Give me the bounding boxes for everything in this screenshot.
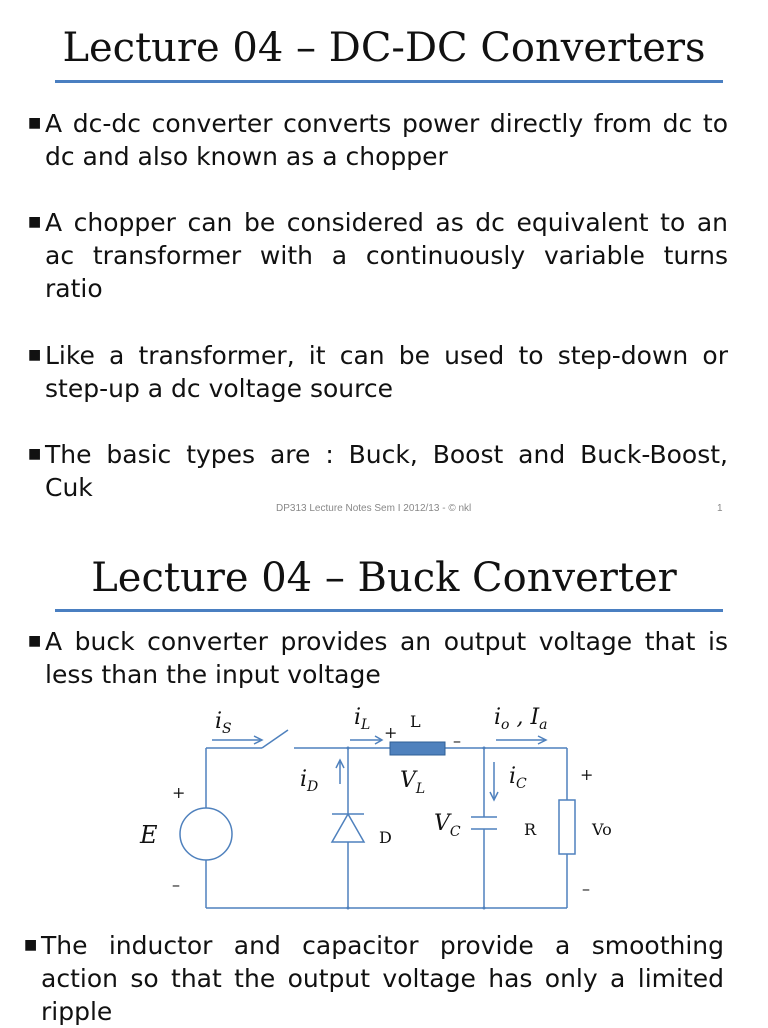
slide-1-title: Lecture 04 – DC-DC Converters: [62, 25, 706, 71]
source-minus-label: –: [172, 875, 180, 894]
bullet-square-icon: ■: [28, 446, 42, 462]
bullet-item: [28, 438, 728, 504]
bullet-item: [28, 206, 728, 305]
source-label: E: [140, 821, 158, 849]
bullet-text: A buck converter provides an output voltage that is less than the input voltage: [45, 627, 728, 689]
vl-label: $V_L$: [400, 768, 426, 797]
bullet-text: A chopper can be considered as dc equivalent to an ac transformer with a continuously variable turns ratio: [45, 208, 728, 303]
diode-icon: [332, 814, 364, 842]
bullet-square-icon: ■: [28, 633, 42, 649]
is-label: $i_S$: [215, 709, 232, 737]
diode-name-label: D: [379, 828, 392, 847]
io-ia-label: $i_o$ , $I_a$: [494, 705, 548, 733]
bullet-square-icon: ■: [28, 214, 42, 230]
resistor-name-label: R: [524, 820, 537, 839]
junction-dot: [347, 747, 350, 750]
bullet-square-icon: ■: [28, 347, 42, 363]
bullet-item: [24, 929, 724, 1028]
junction-dot: [347, 907, 350, 910]
source-plus-label: +: [172, 783, 186, 802]
junction-dot: [483, 747, 486, 750]
inductor-minus-label: –: [453, 731, 461, 750]
bullet-text: A dc-dc converter converts power directly from dc to dc and also known as a chopper: [45, 109, 728, 171]
slide-footer: DP313 Lecture Notes Sem I 2012/13 - © nkl: [276, 503, 472, 514]
junction-dot: [483, 907, 486, 910]
resistor-icon: [559, 800, 575, 854]
bullet-text: The inductor and capacitor provide a smoothing action so that the output voltage has only a limited ripple: [41, 931, 724, 1026]
switch-icon: [262, 730, 288, 748]
vo-label: Vo: [592, 820, 612, 839]
bullet-text: Like a transformer, it can be used to step-down or step-up a dc voltage source: [45, 341, 728, 403]
bullet-item: [28, 107, 728, 173]
title-underline: [55, 80, 723, 83]
inductor-plus-label: +: [384, 723, 398, 742]
output-minus-label: –: [582, 879, 590, 898]
buck-converter-circuit: [0, 530, 768, 930]
il-label: $i_L$: [354, 705, 371, 733]
voltage-source-icon: [180, 808, 232, 860]
page-number: 1: [717, 503, 723, 514]
slide-2: [0, 530, 768, 1024]
bullet-square-icon: ■: [24, 937, 38, 953]
output-plus-label: +: [580, 765, 594, 784]
slide-2-title: Lecture 04 – Buck Converter: [91, 555, 677, 601]
inductor-name-label: L: [410, 712, 421, 731]
id-label: $i_D$: [300, 767, 319, 795]
vc-label: $V_C$: [434, 811, 461, 840]
bullet-item: [28, 339, 728, 405]
bullet-text: The basic types are : Buck, Boost and Buck-Boost, Cuk: [45, 440, 728, 502]
bullet-square-icon: ■: [28, 115, 42, 131]
ic-label: $i_C$: [509, 764, 527, 792]
inductor-icon: [390, 742, 445, 755]
